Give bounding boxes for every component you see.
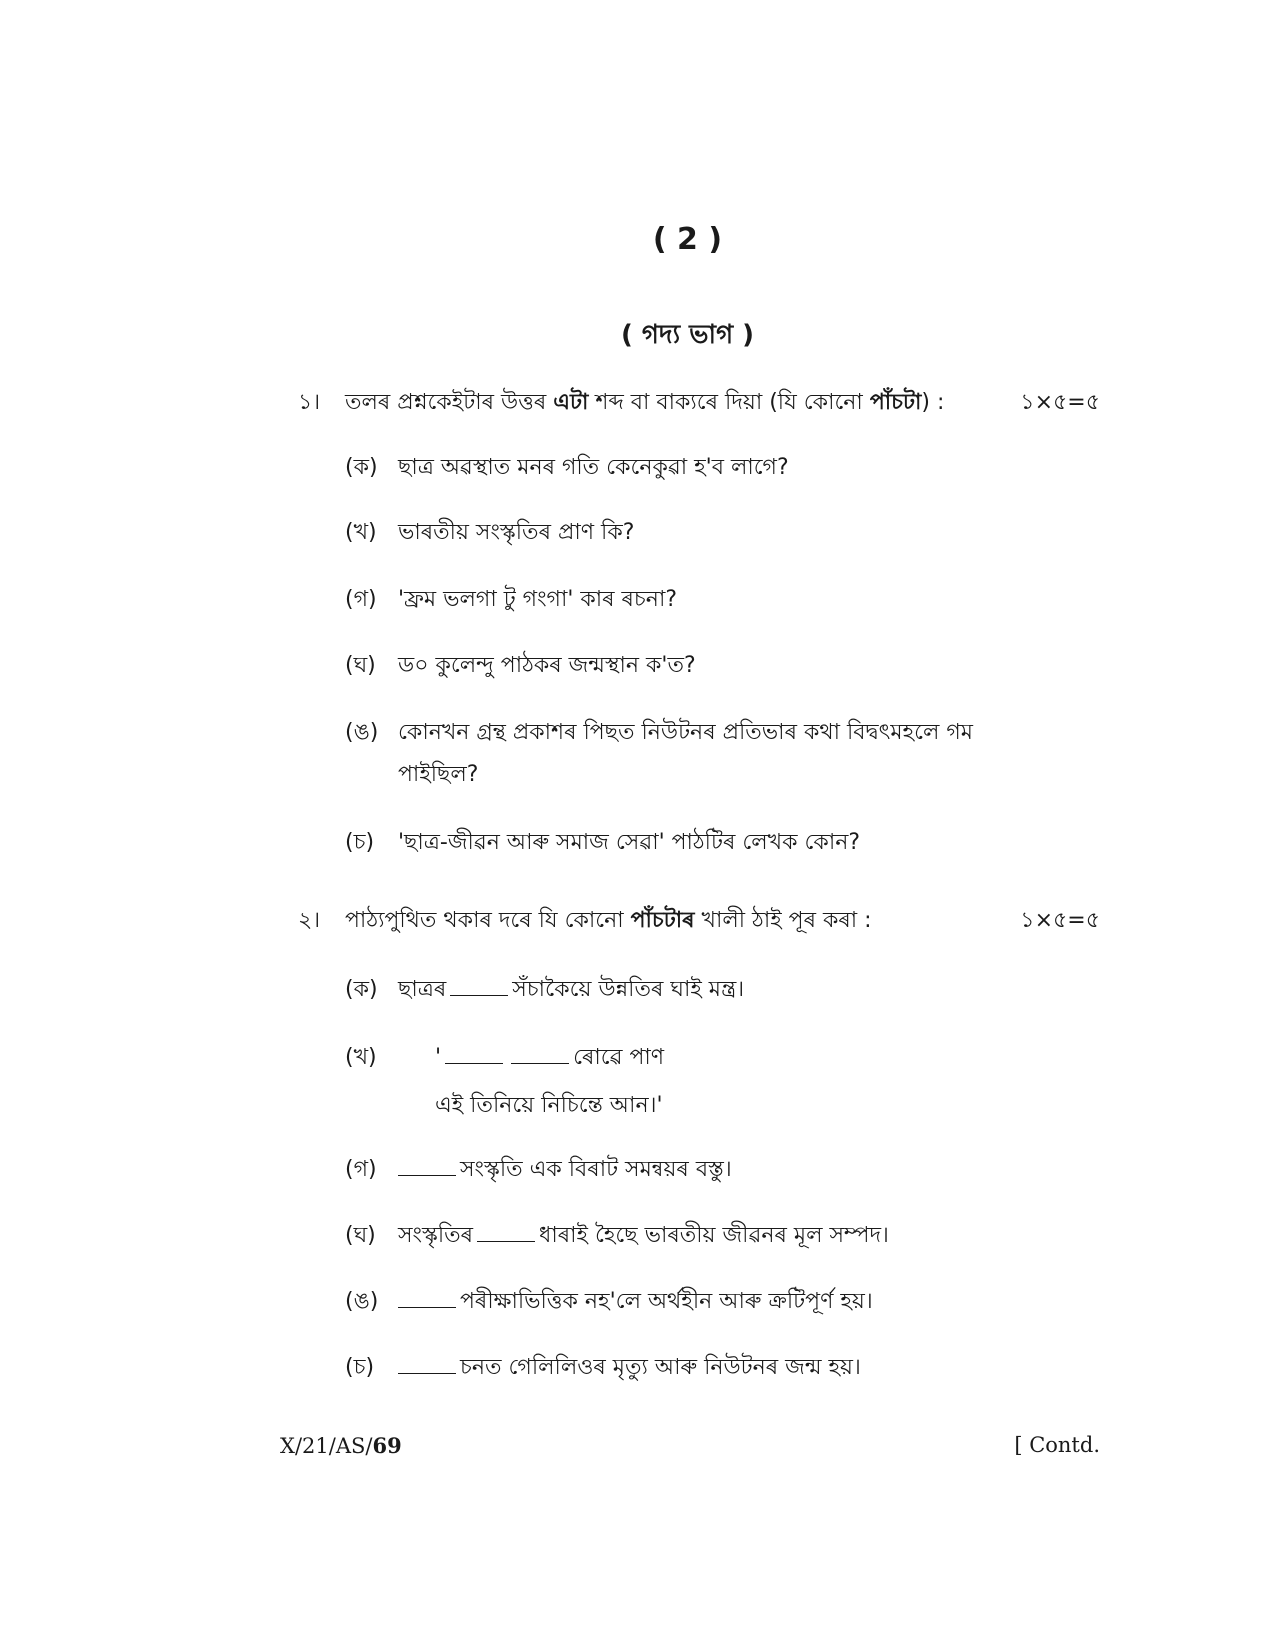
q2-item-text: চনত গেলিলিওৰ মৃত্যু আৰু নিউটনৰ জন্ম হয়। [398,1350,861,1387]
q1-item-text: ড০ কুলেন্দু পাঠকৰ জন্মস্থান ক'ত? [398,653,696,678]
q1-instruction: তলৰ প্ৰশ্নকেইটাৰ উত্তৰ এটা শব্দ বা বাক্যৰে দিয়া (যি কোনো পাঁচটা) : [345,390,945,415]
q1-item-label: (ঘ) [345,653,376,678]
q1-item-label: (গ) [345,587,377,612]
q1-item-label: (ক) [345,455,378,480]
q2-item-label: (ঙ) [345,1289,379,1314]
q1-item-label: (ঙ) [345,720,379,745]
q2-item-label: (খ) [345,1045,377,1070]
continued-label: [ Contd. [1014,1433,1100,1457]
q2-item-label: (গ) [345,1157,377,1182]
paper-code: X/21/AS/69 [280,1433,402,1458]
q2-item-label: (ঘ) [345,1223,376,1248]
section-title: ( গদ্য ভাগ ) [620,320,755,350]
fill-blank [511,1062,569,1064]
q2-item-text-line2: এই তিনিয়ে নিচিন্তে আন।' [435,1093,663,1118]
q2-number: ২। [298,908,321,933]
fill-blank [398,1372,456,1374]
q2-item-text: সংস্কৃতিৰ ধাৰাই হৈছে ভাৰতীয় জীৱনৰ মূল সম্পদ। [398,1223,889,1248]
q1-item-label: (চ) [345,830,375,855]
fill-blank [398,1306,456,1308]
q1-number: ১। [298,390,321,415]
q1-item-label: (খ) [345,520,377,545]
q1-item-text-continued: পাইছিল? [398,762,479,787]
fill-blank [445,1062,503,1064]
page-number: ( 2 ) [652,222,723,257]
fill-blank [398,1174,456,1176]
q2-instruction: পাঠ্যপুথিত থকাৰ দৰে যি কোনো পাঁচটাৰ খালী ঠাই পূৰ কৰা : [345,908,872,933]
fill-blank [450,994,508,996]
q1-item-text: 'ফ্ৰম ভলগা টু গংগা' কাৰ ৰচনা? [398,587,677,612]
q1-marks: ১×৫=৫ [1020,390,1100,415]
q2-item-text: ' ৰোৱে পাণ [435,1045,665,1070]
q2-item-text: ছাত্ৰৰ সঁচাকৈয়ে উন্নতিৰ ঘাই মন্ত্ৰ। [398,977,745,1002]
q2-item-text: পৰীক্ষাভিত্তিক নহ'লে অৰ্থহীন আৰু ক্ৰটিপূৰ্ণ হয়। [398,1284,873,1321]
q2-item-label: (ক) [345,977,378,1002]
q1-item-text: ভাৰতীয় সংস্কৃতিৰ প্ৰাণ কি? [398,520,635,545]
q2-item-label: (চ) [345,1355,375,1380]
fill-blank [477,1240,535,1242]
q1-item-text: কোনখন গ্ৰন্থ প্ৰকাশৰ পিছত নিউটনৰ প্ৰতিভাৰ কথা বিদ্বৎমহলে গম [398,720,973,745]
q1-item-text: ছাত্ৰ অৱস্থাত মনৰ গতি কেনেকুৱা হ'ব লাগে? [398,455,789,480]
q1-item-text: 'ছাত্ৰ-জীৱন আৰু সমাজ সেৱা' পাঠটিৰ লেখক কোন? [398,830,861,855]
q2-marks: ১×৫=৫ [1020,908,1100,933]
q2-item-text: সংস্কৃতি এক বিৰাট সমন্বয়ৰ বস্তু। [398,1152,732,1189]
